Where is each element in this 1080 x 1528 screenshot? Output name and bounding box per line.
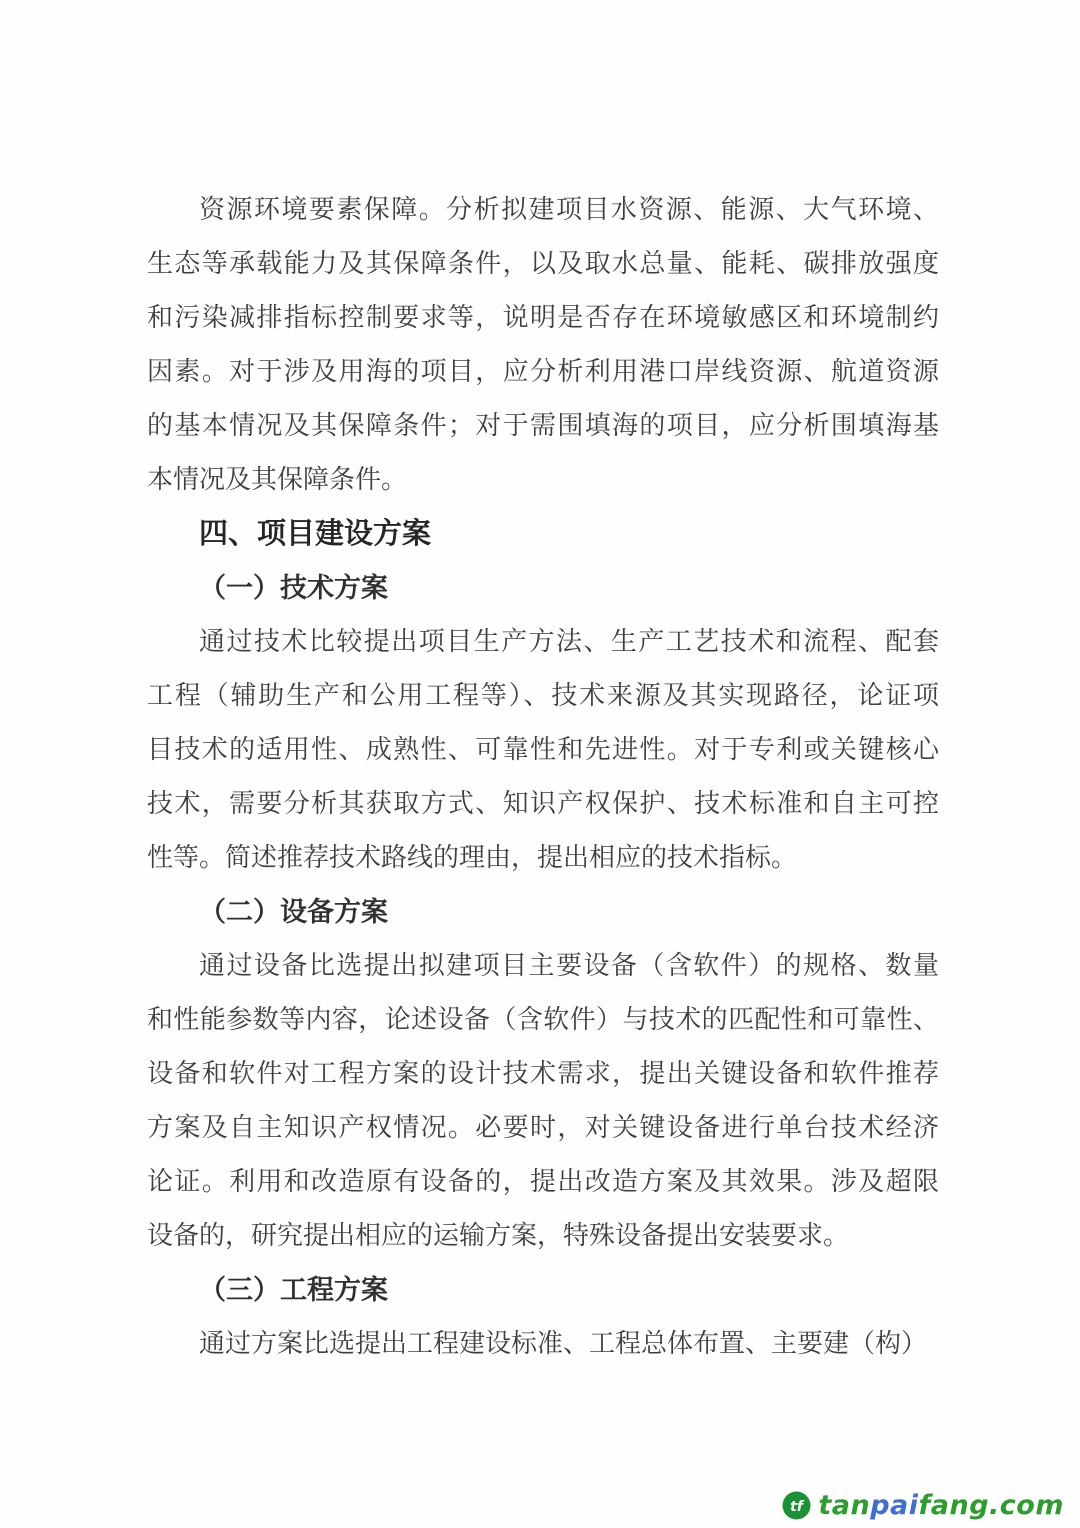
text-line: 技术，需要分析其获取方式、知识产权保护、技术标准和自主可控 — [147, 789, 939, 818]
text-line: 通过技术比较提出项目生产方法、生产工艺技术和流程、配套 — [199, 627, 939, 656]
text-line: 设备的，研究提出相应的运输方案，特殊设备提出安装要求。 — [147, 1221, 850, 1250]
text-line: 通过设备比选提出拟建项目主要设备（含软件）的规格、数量 — [199, 951, 939, 980]
text-line: 性等。简述推荐技术路线的理由，提出相应的技术指标。 — [147, 843, 798, 872]
watermark-segment: fang.com — [918, 1490, 1064, 1521]
text-line: 工程（辅助生产和公用工程等）、技术来源及其实现路径，论证项 — [147, 681, 939, 710]
text-line: 目技术的适用性、成熟性、可靠性和先进性。对于专利或关键核心 — [147, 735, 939, 764]
paragraph — [147, 615, 939, 885]
subsection-heading-1: （一）技术方案 — [199, 573, 388, 603]
text-line: 资源环境要素保障。分析拟建项目水资源、能源、大气环境、 — [199, 195, 939, 224]
text-line: 方案及自主知识产权情况。必要时，对关键设备进行单台技术经济 — [147, 1113, 939, 1142]
text-line: 的基本情况及其保障条件；对于需围填海的项目，应分析围填海基 — [147, 411, 939, 440]
watermark-segment: tan — [818, 1490, 871, 1521]
text-line: 设备和软件对工程方案的设计技术需求，提出关键设备和软件推荐 — [147, 1059, 939, 1088]
watermark — [782, 1491, 1064, 1520]
document-text-block — [147, 183, 939, 1371]
watermark-segment: pai — [870, 1490, 919, 1521]
text-line: 和性能参数等内容，论述设备（含软件）与技术的匹配性和可靠性、 — [147, 1005, 939, 1034]
logo-letters: tf — [790, 1499, 804, 1515]
tanpaifang-logo-icon — [782, 1491, 811, 1520]
watermark-text — [818, 1491, 1064, 1520]
text-line: 生态等承载能力及其保障条件，以及取水总量、能耗、碳排放强度 — [147, 249, 939, 278]
text-line: 论证。利用和改造原有设备的，提出改造方案及其效果。涉及超限 — [147, 1167, 939, 1196]
text-line: 通过方案比选提出工程建设标准、工程总体布置、主要建（构） — [199, 1329, 928, 1358]
subsection-heading-2: （二）设备方案 — [199, 897, 388, 927]
section-heading-4: 四、项目建设方案 — [199, 518, 432, 550]
text-line: 和污染减排指标控制要求等，说明是否存在环境敏感区和环境制约 — [147, 303, 939, 332]
text-line: 本情况及其保障条件。 — [147, 465, 408, 494]
paragraph — [147, 939, 939, 1263]
paragraph — [147, 183, 939, 507]
paragraph — [147, 1317, 939, 1371]
text-line: 因素。对于涉及用海的项目，应分析利用港口岸线资源、航道资源 — [147, 357, 939, 386]
subsection-heading-3: （三）工程方案 — [199, 1275, 388, 1305]
